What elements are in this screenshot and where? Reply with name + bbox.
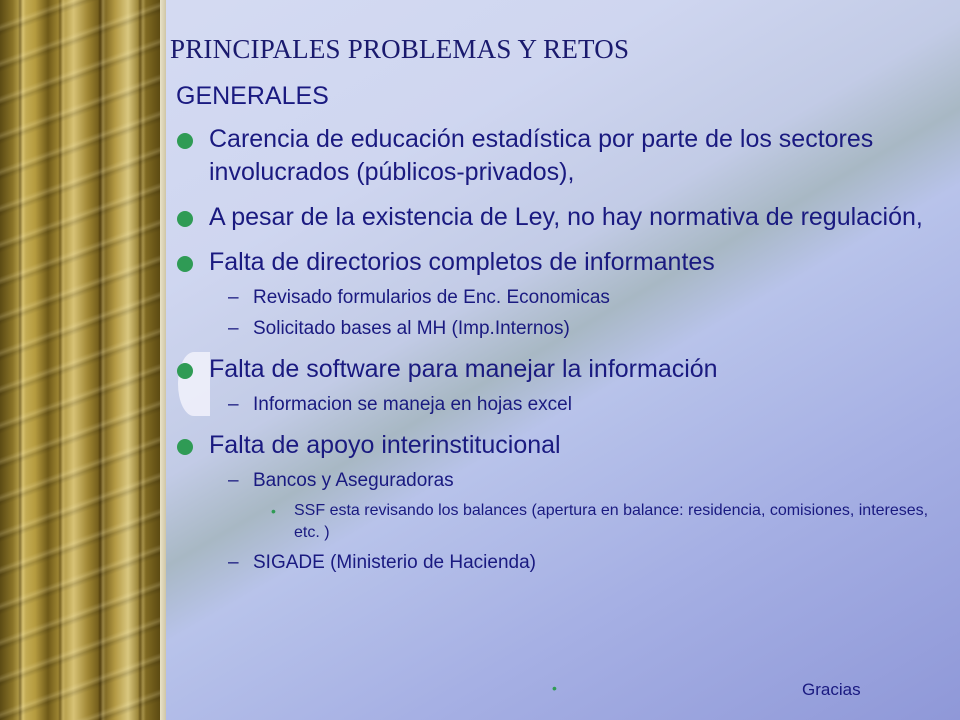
list-item bbox=[172, 201, 942, 234]
list-item bbox=[172, 123, 942, 189]
pillar-edge bbox=[160, 0, 166, 720]
sub-list-item bbox=[172, 551, 942, 575]
bullet-dot-icon bbox=[177, 363, 193, 379]
sub-list-item-text: Solicitado bases al MH (Imp.Internos) bbox=[253, 318, 570, 339]
dash-icon: – bbox=[228, 470, 239, 491]
sub-list-item-text: Revisado formularios de Enc. Economicas bbox=[253, 287, 610, 308]
bullet-dot-icon bbox=[177, 256, 193, 272]
decorative-gold-pillar bbox=[0, 0, 160, 720]
sub-list-item bbox=[172, 393, 942, 417]
small-bullet-icon: • bbox=[271, 503, 276, 519]
subheading: GENERALES bbox=[176, 82, 329, 110]
footer-text: Gracias bbox=[802, 680, 861, 699]
dash-icon: – bbox=[228, 552, 239, 573]
list-item-text: Falta de directorios completos de informantes bbox=[209, 248, 715, 276]
sub-sub-list-item bbox=[172, 500, 942, 544]
small-bullet-icon: • bbox=[552, 680, 557, 696]
bullet-list bbox=[172, 123, 942, 575]
bullet-dot-icon bbox=[177, 211, 193, 227]
list-item bbox=[172, 246, 942, 279]
sub-list-item bbox=[172, 286, 942, 310]
sub-list-item bbox=[172, 469, 942, 493]
dash-icon: – bbox=[228, 287, 239, 308]
sub-list-item bbox=[172, 317, 942, 341]
list-item-text: Falta de software para manejar la información bbox=[209, 355, 718, 383]
list-item-text: A pesar de la existencia de Ley, no hay normativa de regulación, bbox=[209, 203, 923, 231]
dash-icon: – bbox=[228, 394, 239, 415]
list-item-text: Falta de apoyo interinstitucional bbox=[209, 431, 561, 459]
sub-list-item-text: SIGADE (Ministerio de Hacienda) bbox=[253, 552, 536, 573]
slide-body bbox=[172, 82, 942, 587]
list-item-text: Carencia de educación estadística por parte de los sectores involucrados (públicos-privados), bbox=[209, 125, 874, 186]
bullet-dot-icon bbox=[177, 133, 193, 149]
sub-sub-list-item-text: SSF esta revisando los balances (apertura en balance: residencia, comisiones, intereses, etc. ) bbox=[294, 502, 929, 541]
slide-title: PRINCIPALES PROBLEMAS Y RETOS bbox=[170, 34, 630, 64]
list-item bbox=[172, 353, 942, 386]
slide-footer bbox=[552, 680, 892, 704]
dash-icon: – bbox=[228, 318, 239, 339]
list-item bbox=[172, 429, 942, 462]
sub-list-item-text: Informacion se maneja en hojas excel bbox=[253, 394, 572, 415]
bullet-dot-icon bbox=[177, 439, 193, 455]
sub-list-item-text: Bancos y Aseguradoras bbox=[253, 470, 454, 491]
